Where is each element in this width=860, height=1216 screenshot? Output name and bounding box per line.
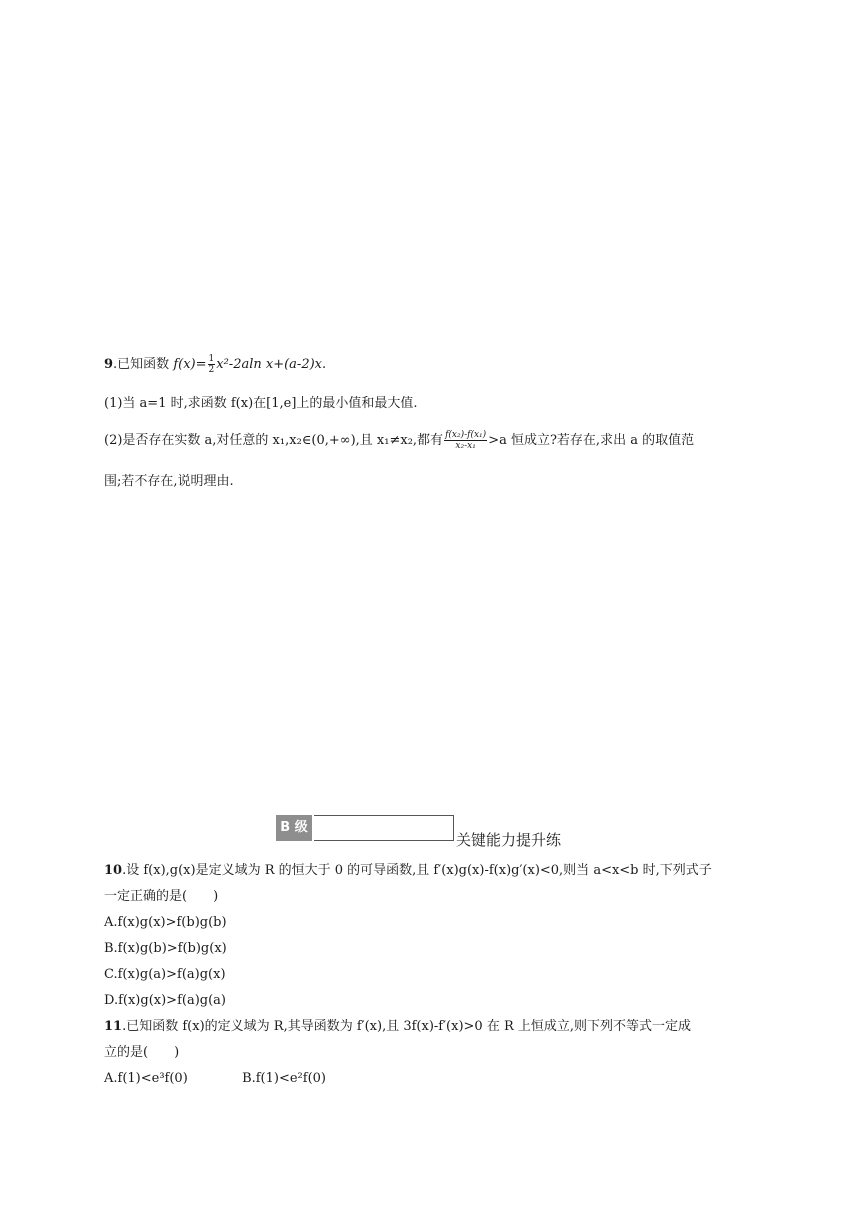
q10-option-a: A.f(x)g(x)>f(b)g(b) [104, 915, 227, 930]
q9-stem: 9.已知函数 f(x)= $\frac{1}{2}$ x²-2aln x+(a-2)x. [104, 354, 327, 375]
q9-part2-fraction: $\frac{\text{f(x₂)-f(x₁)}}{\text{x₂-x₁}}$ [445, 430, 487, 451]
q10-option-c: C.f(x)g(a)>f(a)g(x) [104, 967, 226, 982]
q9-stem-text: .已知函数 [113, 357, 170, 372]
q11-option-a: A.f(1)<e³f(0) [104, 1071, 188, 1086]
q9-part1: (1)当 a=1 时,求函数 f(x)在[1,e]上的最小值和最大值. [104, 396, 418, 411]
q11-number: 11 [104, 1019, 123, 1034]
q9-fraction: $\frac{1}{2}$ [208, 354, 215, 375]
q9-part2-line2: 围;若不存在,说明理由. [104, 474, 234, 489]
q10-stem-text: .设 f(x),g(x)是定义域为 R 的恒大于 0 的可导函数,且 f′(x)g(x)-f(x)g′(x)<0,则当 a<x<b 时,下列式子 [122, 863, 712, 878]
q10-option-d: D.f(x)g(x)>f(a)g(a) [104, 993, 226, 1008]
q9-part2-lead: (2)是否存在实数 a,对任意的 x₁,x₂∈(0,+∞),且 x₁≠x₂,都有 [104, 433, 444, 448]
q11-option-b: B.f(1)<e²f(0) [242, 1071, 326, 1086]
q11-options [104, 1069, 326, 1089]
q11-stem-line1 [104, 1017, 691, 1037]
q9-part2-tail: >a 恒成立?若存在,求出 a 的取值范 [488, 433, 695, 448]
section-banner [276, 815, 596, 847]
q9-number: 9 [104, 357, 114, 372]
q11-stem-line2: 立的是( ) [104, 1045, 180, 1060]
q9-func: f(x) [173, 357, 196, 372]
q10-stem-line1 [104, 861, 712, 881]
section-badge: B 级 [276, 815, 312, 841]
q10-option-b: B.f(x)g(b)>f(b)g(x) [104, 941, 227, 956]
q9-tail: x²-2aln x+(a-2)x. [216, 357, 327, 372]
q9-part2 [104, 430, 694, 451]
q10-number: 10 [104, 863, 123, 878]
q10-stem-line2: 一定正确的是( ) [104, 889, 219, 904]
section-title: 关键能力提升练 [456, 831, 562, 849]
q11-stem-text: .已知函数 f(x)的定义域为 R,其导函数为 f′(x),且 3f(x)-f′(x)>0 在 R 上恒成立,则下列不等式一定成 [122, 1019, 692, 1034]
section-bar [314, 815, 454, 841]
